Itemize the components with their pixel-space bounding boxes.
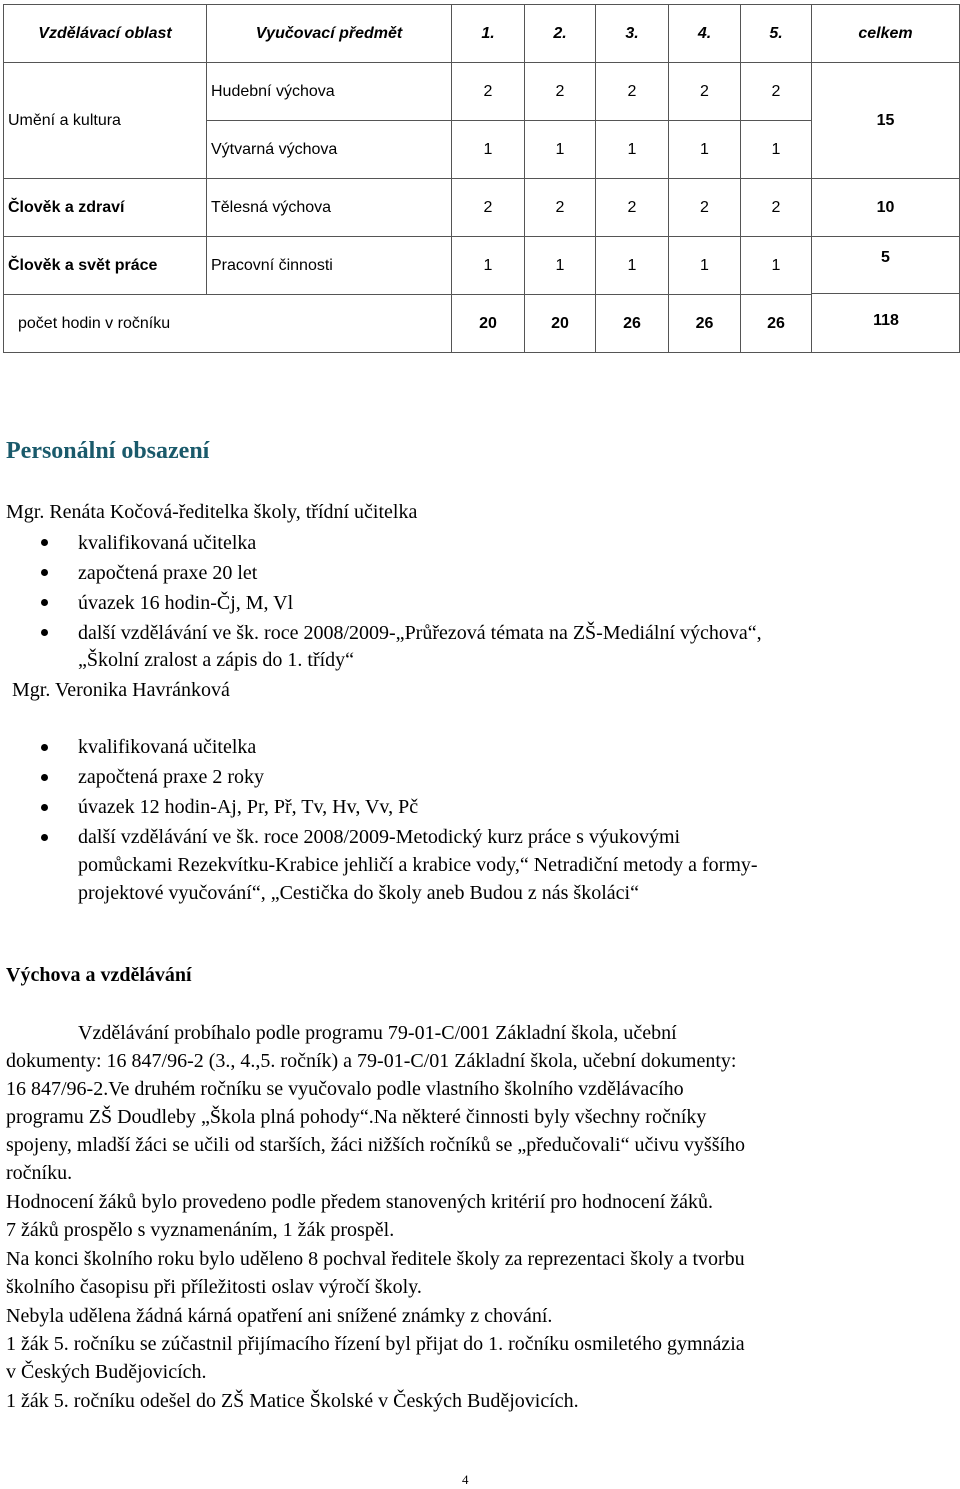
table-header-row bbox=[4, 5, 960, 63]
bullet-icon bbox=[41, 569, 48, 576]
summary-cell: 26 bbox=[741, 295, 812, 353]
education-line: Hodnocení žáků bylo provedeno podle předem stanovených kritérií pro hodnocení žáků. bbox=[6, 1191, 714, 1213]
grade-cell: 2 bbox=[452, 63, 525, 121]
table-row bbox=[4, 63, 960, 121]
education-line: Vzdělávání probíhalo podle programu 79-01-C/001 Základní škola, učební bbox=[78, 1022, 677, 1044]
section-heading-education: Výchova a vzdělávání bbox=[6, 964, 192, 986]
grade-cell: 2 bbox=[525, 179, 596, 237]
table-row bbox=[4, 179, 960, 237]
section-heading-personal: Personální obsazení bbox=[6, 438, 210, 464]
teacher2-item-cont: pomůckami Rezekvítku-Krabice jehličí a krabice vody,“ Netradiční metody a formy- bbox=[78, 854, 758, 876]
total-cell: 10 bbox=[812, 179, 960, 237]
teacher1-item: kvalifikovaná učitelka bbox=[78, 532, 257, 554]
grade-cell: 2 bbox=[669, 179, 741, 237]
header-grade-2: 2. bbox=[525, 5, 596, 63]
teacher1-item: další vzdělávání ve šk. roce 2008/2009-„Průřezová témata na ZŠ-Mediální výchova“, bbox=[78, 622, 762, 644]
education-line: dokumenty: 16 847/96-2 (3., 4.,5. ročník) a 79-01-C/01 Základní škola, učební dokumenty: bbox=[6, 1050, 737, 1072]
grade-cell: 2 bbox=[669, 63, 741, 121]
grade-cell: 2 bbox=[596, 179, 669, 237]
education-line: 1 žák 5. ročníku se zúčastnil přijímacího řízení byl přijat do 1. ročníku osmiletého gymnázia bbox=[6, 1333, 745, 1355]
summary-cell: 26 bbox=[669, 295, 741, 353]
grade-cell: 1 bbox=[669, 121, 741, 179]
hours-table bbox=[3, 4, 960, 353]
header-grade-5: 5. bbox=[741, 5, 812, 63]
grade-cell: 2 bbox=[741, 179, 812, 237]
education-line: 16 847/96-2.Ve druhém ročníku se vyučovalo podle vlastního školního vzdělávacího bbox=[6, 1078, 684, 1100]
subject-cell: Pracovní činnosti bbox=[207, 237, 452, 295]
teacher1-name-text: Mgr. Renáta Kočová-ředitelka školy, třídní učitelka bbox=[6, 501, 418, 523]
area-cell: Člověk a svět práce bbox=[4, 237, 207, 295]
bullet-icon bbox=[41, 744, 48, 751]
cell-divider bbox=[812, 293, 959, 294]
subject-cell: Hudební výchova bbox=[207, 63, 452, 121]
header-subject: Vyučovací předmět bbox=[207, 5, 452, 63]
header-grade-4: 4. bbox=[669, 5, 741, 63]
grade-cell: 1 bbox=[525, 121, 596, 179]
teacher1-item: úvazek 16 hodin-Čj, M, Vl bbox=[78, 592, 294, 614]
grade-cell: 1 bbox=[452, 237, 525, 295]
grade-cell: 1 bbox=[596, 237, 669, 295]
grade-cell: 2 bbox=[741, 63, 812, 121]
grade-cell: 2 bbox=[525, 63, 596, 121]
grade-cell: 2 bbox=[452, 179, 525, 237]
header-grade-1: 1. bbox=[452, 5, 525, 63]
summary-label: počet hodin v ročníku bbox=[4, 295, 452, 353]
teacher1-item-cont: „Školní zralost a zápis do 1. třídy“ bbox=[78, 649, 355, 671]
total-cell: 15 bbox=[812, 63, 960, 179]
teacher1-item: započtená praxe 20 let bbox=[78, 562, 258, 584]
area-cell: Umění a kultura bbox=[4, 63, 207, 179]
grade-cell: 1 bbox=[452, 121, 525, 179]
teacher2-name: Mgr. Veronika Havránková bbox=[12, 679, 230, 701]
total-cell: 5 bbox=[812, 237, 960, 353]
teacher2-item-cont: projektové vyučování“, „Cestička do školy aneb Budou z nás školáci“ bbox=[78, 882, 639, 904]
grade-cell: 1 bbox=[669, 237, 741, 295]
bullet-icon bbox=[41, 834, 48, 841]
subject-cell: Tělesná výchova bbox=[207, 179, 452, 237]
header-area: Vzdělávací oblast bbox=[4, 5, 207, 63]
bullet-icon bbox=[41, 804, 48, 811]
education-line: programu ZŠ Doudleby „Škola plná pohody“.Na některé činnosti byly všechny ročníky bbox=[6, 1106, 707, 1128]
teacher2-item: započtená praxe 2 roky bbox=[78, 766, 265, 788]
grade-cell: 1 bbox=[596, 121, 669, 179]
header-grade-3: 3. bbox=[596, 5, 669, 63]
grade-cell: 1 bbox=[741, 237, 812, 295]
teacher2-item: další vzdělávání ve šk. roce 2008/2009-Metodický kurz práce s výukovými bbox=[78, 826, 681, 848]
education-line: školního časopisu při příležitosti oslav výročí školy. bbox=[6, 1276, 422, 1298]
education-line: 1 žák 5. ročníku odešel do ZŠ Matice Školské v Českých Budějovicích. bbox=[6, 1390, 579, 1412]
teacher1-name bbox=[6, 500, 417, 524]
page-number: 4 bbox=[462, 1472, 469, 1487]
education-line: Na konci školního roku bylo uděleno 8 pochval ředitele školy za reprezentaci školy a tvorbu bbox=[6, 1248, 745, 1270]
subject-cell: Výtvarná výchova bbox=[207, 121, 452, 179]
grade-cell: 1 bbox=[741, 121, 812, 179]
education-line: v Českých Budějovicích. bbox=[6, 1361, 207, 1383]
teacher2-item: úvazek 12 hodin-Aj, Pr, Př, Tv, Hv, Vv, Pč bbox=[78, 796, 419, 818]
bullet-icon bbox=[41, 774, 48, 781]
bullet-icon bbox=[41, 629, 48, 636]
summary-cell: 20 bbox=[452, 295, 525, 353]
header-total: celkem bbox=[812, 5, 960, 63]
area-cell: Člověk a zdraví bbox=[4, 179, 207, 237]
education-line: spojeny, mladší žáci se učili od starších, žáci nižších ročníků se „předučovali“ učivu vyššího bbox=[6, 1134, 746, 1156]
teacher2-item: kvalifikovaná učitelka bbox=[78, 736, 257, 758]
education-line: 7 žáků prospělo s vyznamenáním, 1 žák prospěl. bbox=[6, 1219, 395, 1241]
bullet-icon bbox=[41, 599, 48, 606]
education-line: Nebyla udělena žádná kárná opatření ani snížené známky z chování. bbox=[6, 1305, 553, 1327]
summary-total: 118 bbox=[873, 312, 899, 329]
summary-cell: 26 bbox=[596, 295, 669, 353]
education-line: ročníku. bbox=[6, 1162, 73, 1184]
grade-cell: 2 bbox=[596, 63, 669, 121]
grade-cell: 1 bbox=[525, 237, 596, 295]
table-row bbox=[4, 237, 960, 295]
summary-cell: 20 bbox=[525, 295, 596, 353]
bullet-icon bbox=[41, 539, 48, 546]
